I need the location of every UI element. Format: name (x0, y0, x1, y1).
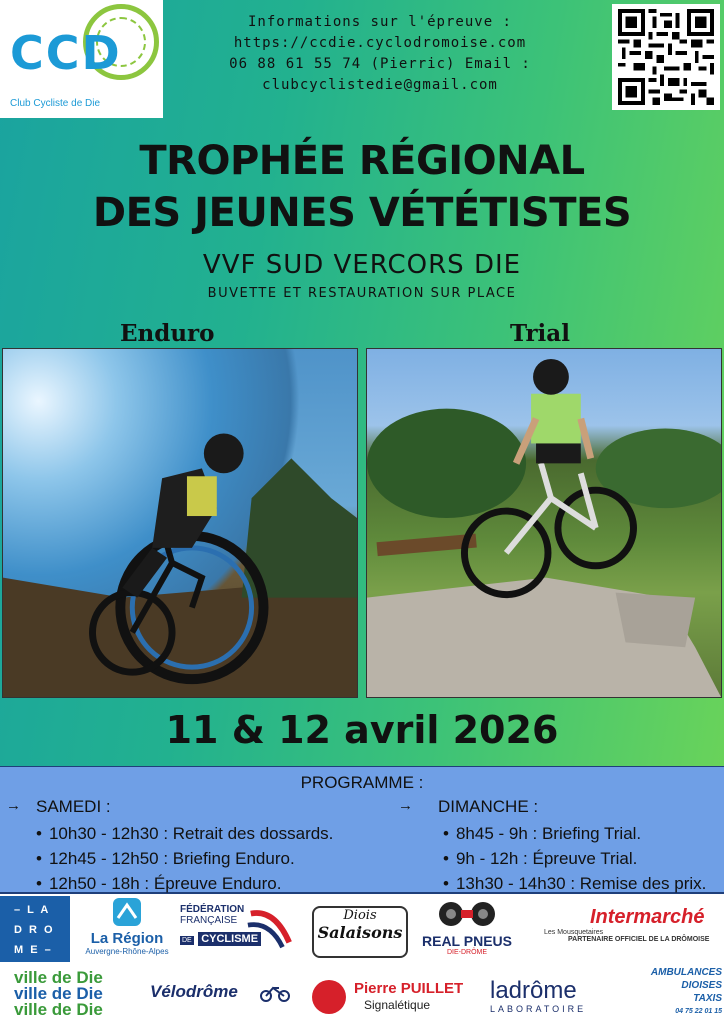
ladrome-laboratoire-logo (490, 978, 630, 1018)
enduro-photo (2, 348, 358, 698)
schedule-list (443, 821, 706, 896)
ffc-line: FRANÇAISE (180, 915, 238, 926)
puillet-icon (312, 980, 346, 1014)
realpneus-sub: DIE-DRÔME (446, 949, 488, 956)
enduro-label: Enduro (120, 320, 215, 347)
buvette-notice: BUVETTE ET RESTAURATION SUR PLACE (207, 286, 517, 301)
ffc-logo (180, 904, 296, 960)
ladrome-line: M E – (14, 944, 53, 956)
puillet-name: Pierre PUILLET (354, 980, 464, 997)
schedule-item: • 12h50 - 18h : Épreuve Enduro. (36, 871, 333, 896)
title-line-2: DES JEUNES VÉTÉTISTES (92, 190, 632, 236)
region-icon (113, 898, 141, 926)
labo-name: ladrôme (490, 977, 577, 1004)
sponsors-section (0, 894, 724, 1024)
day-name: SAMEDI : (36, 797, 111, 816)
bicycle-icon (260, 982, 290, 1002)
tire-icon (437, 900, 497, 928)
ccd-logo (0, 0, 163, 118)
intermarche-sub: PARTENAIRE OFFICIEL DE LA DRÔMOISE (568, 936, 710, 943)
info-email[interactable]: clubcyclistedie@gmail.com (262, 77, 498, 93)
trial-label: Trial (510, 320, 570, 347)
villedie-line: ville de Die (14, 984, 103, 1003)
logo-subtitle: Club Cycliste de Die (10, 98, 101, 109)
villedie-line: ville de Die (14, 1000, 103, 1019)
schedule-item: • 13h30 - 14h30 : Remise des prix. (443, 871, 706, 896)
trial-rider-illustration (367, 349, 721, 697)
schedule-item: • 9h - 12h : Épreuve Trial. (443, 846, 706, 871)
ffc-line: CYCLISME (198, 932, 261, 946)
trial-photo (366, 348, 722, 698)
diois-line: Salaisons (317, 923, 403, 942)
schedule-item: • 8h45 - 9h : Briefing Trial. (443, 821, 706, 846)
labo-sub: LABORATOIRE (490, 1004, 587, 1014)
event-info (190, 12, 570, 96)
qr-code-image (617, 9, 715, 105)
venue: VVF SUD VERCORS DIE (202, 250, 522, 280)
info-line: Informations sur l'épreuve : (247, 14, 512, 30)
diois-line: Diois (343, 908, 377, 923)
enduro-rider-illustration (3, 349, 357, 697)
schedule-item: • 12h45 - 12h50 : Briefing Enduro. (36, 846, 333, 871)
velodrome-logo (150, 982, 292, 1012)
ladrome-line: – L A (14, 904, 51, 916)
real-pneus-logo (418, 900, 516, 962)
intermarche-logo (540, 906, 722, 956)
ambulances-phone: 04 75 22 01 15 (675, 1008, 722, 1015)
info-url[interactable]: https://ccdie.cyclodromoise.com (233, 35, 527, 51)
schedule-item: • 10h30 - 12h30 : Retrait des dossards. (36, 821, 333, 846)
ville-de-die-logo (14, 970, 126, 1022)
info-phone: 06 88 61 55 74 (Pierric) Email : (229, 56, 531, 72)
puillet-sub: Signalétique (364, 998, 431, 1012)
pierre-puillet-logo (312, 978, 472, 1018)
velodrome-name: Vélodrôme (150, 982, 238, 1001)
logo-letters: CCD (10, 26, 122, 80)
event-dates: 11 & 12 avril 2026 (165, 708, 559, 752)
program-title: PROGRAMME : (300, 773, 424, 792)
region-name: La Région (90, 930, 164, 947)
ffc-line: FÉDÉRATION (180, 904, 245, 915)
ffc-swoosh-icon (246, 904, 294, 952)
ffc-de: DE (182, 937, 192, 944)
ambulances-dioises-logo (642, 966, 722, 1022)
schedule-list (36, 821, 333, 896)
ambulances-line: TAXIS (693, 993, 722, 1004)
realpneus-name: REAL PNEUS (422, 933, 512, 949)
ladrome-logo (0, 896, 70, 962)
region-logo (84, 898, 170, 964)
intermarche-name: Intermarché (590, 906, 705, 928)
arrow-icon: → (398, 797, 413, 814)
ladrome-line: D R O (14, 924, 55, 936)
ambulances-line: DIOISES (681, 980, 722, 991)
program-section (0, 766, 724, 894)
region-subname: Auvergne-Rhône-Alpes (85, 947, 169, 956)
qr-code[interactable] (612, 4, 720, 110)
villedie-line: ville de Die (14, 968, 103, 987)
title-line-1: TROPHÉE RÉGIONAL (139, 138, 585, 184)
arrow-icon: → (6, 797, 21, 814)
ambulances-line: AMBULANCES (650, 967, 722, 978)
day-name: DIMANCHE : (438, 797, 539, 816)
intermarche-tag: Les Mousquetaires (544, 929, 604, 936)
diois-salaisons-logo (312, 906, 408, 958)
